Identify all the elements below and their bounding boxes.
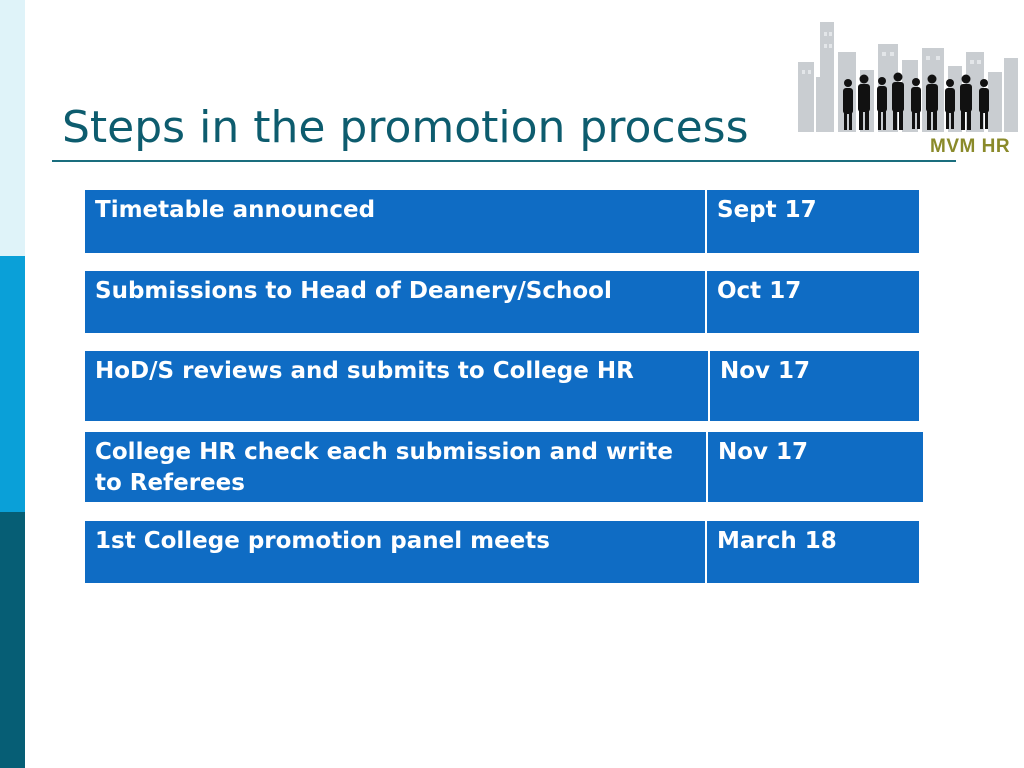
step-label: Timetable announced [95, 197, 376, 223]
step-row [85, 521, 919, 583]
accent-strip-top [0, 0, 25, 256]
step-date: March 18 [705, 521, 919, 583]
step-date: Sept 17 [705, 190, 919, 253]
step-row [85, 432, 923, 502]
accent-strip-middle [0, 256, 25, 512]
accent-strip-bottom [0, 512, 25, 768]
step-date: Nov 17 [706, 432, 923, 502]
step-label: 1st College promotion panel meets [95, 528, 550, 554]
logo-text: MVM HR [930, 136, 1011, 157]
step-label: College HR check each submission and write to Referees [95, 439, 674, 496]
page-title: Steps in the promotion process [62, 102, 749, 153]
step-label: Submissions to Head of Deanery/School [95, 278, 612, 304]
step-date: Nov 17 [708, 351, 919, 421]
step-row [85, 351, 919, 421]
step-row [85, 271, 919, 333]
step-date: Oct 17 [705, 271, 919, 333]
step-label: HoD/S reviews and submits to College HR [95, 358, 634, 384]
title-divider [52, 160, 956, 162]
step-row [85, 190, 919, 253]
